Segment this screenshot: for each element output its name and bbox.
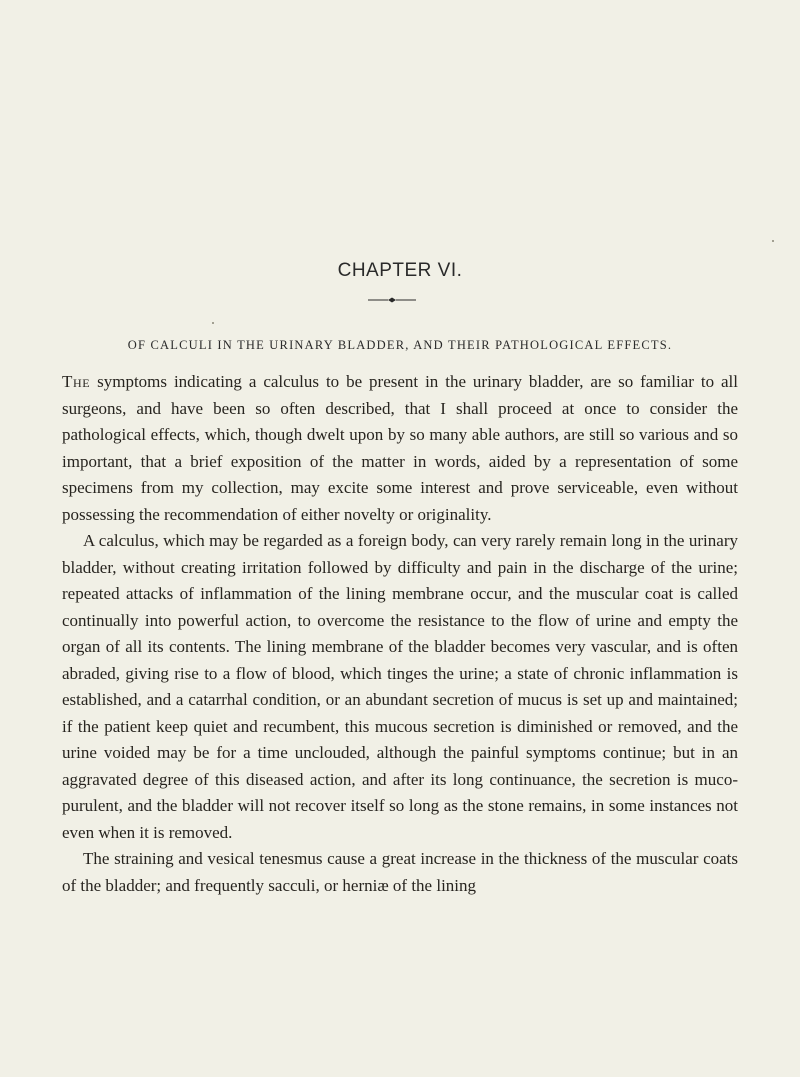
ornament-divider-icon <box>368 296 416 304</box>
paragraph-2: A calculus, which may be regarded as a foreign body, can very rarely remain long in the urinary bladder, without creating irritation followed by difficulty and pain in the discharge of the urine; repeated attacks of inflammation of the lining membrane occur, and the muscular coat is called continually into powerful action, to overcome the resistance to the flow of urine and empty the organ of all its contents. The lining membrane of the bladder becomes very vascular, and is often abraded, giving rise to a flow of blood, which tinges the urine; a state of chronic inflammation is established, and a catarrhal condition, or an abundant secretion of mucus is set up and maintained; if the patient keep quiet and recumbent, this mucous secretion is diminished or removed, and the urine voided may be for a time unclouded, although the painful symptoms continue; but in an aggravated degree of this diseased action, and after its long continuance, the secretion is muco-purulent, and the bladder will not recover itself so long as the stone remains, in some instances not even when it is removed. <box>62 531 738 842</box>
paragraph-text: symptoms indicating a calculus to be present in the urinary bladder, are so familiar to all surgeons, and have been so often described, that I shall proceed at once to consider the pathological effects, which, though dwelt upon by so many able authors, are still so various and so important, that a brief exposition of the matter in words, aided by a representation of some specimens from my collection, may excite some interest and prove serviceable, even without possessing the recommendation of either novelty or originality. <box>62 372 738 524</box>
paragraph-3: The straining and vesical tenesmus cause a great increase in the thickness of the muscular coats of the bladder; and frequently sacculi, or herniæ of the lining <box>62 849 738 895</box>
paper-speck <box>772 240 774 242</box>
chapter-heading: CHAPTER VI. <box>337 260 463 281</box>
paper-speck <box>212 322 214 324</box>
body-text <box>62 369 738 899</box>
paragraph-lead-word: The <box>62 372 91 391</box>
paragraph-1 <box>62 369 738 528</box>
section-title: OF CALCULI IN THE URINARY BLADDER, AND THEIR PATHOLOGICAL EFFECTS. <box>127 338 673 352</box>
